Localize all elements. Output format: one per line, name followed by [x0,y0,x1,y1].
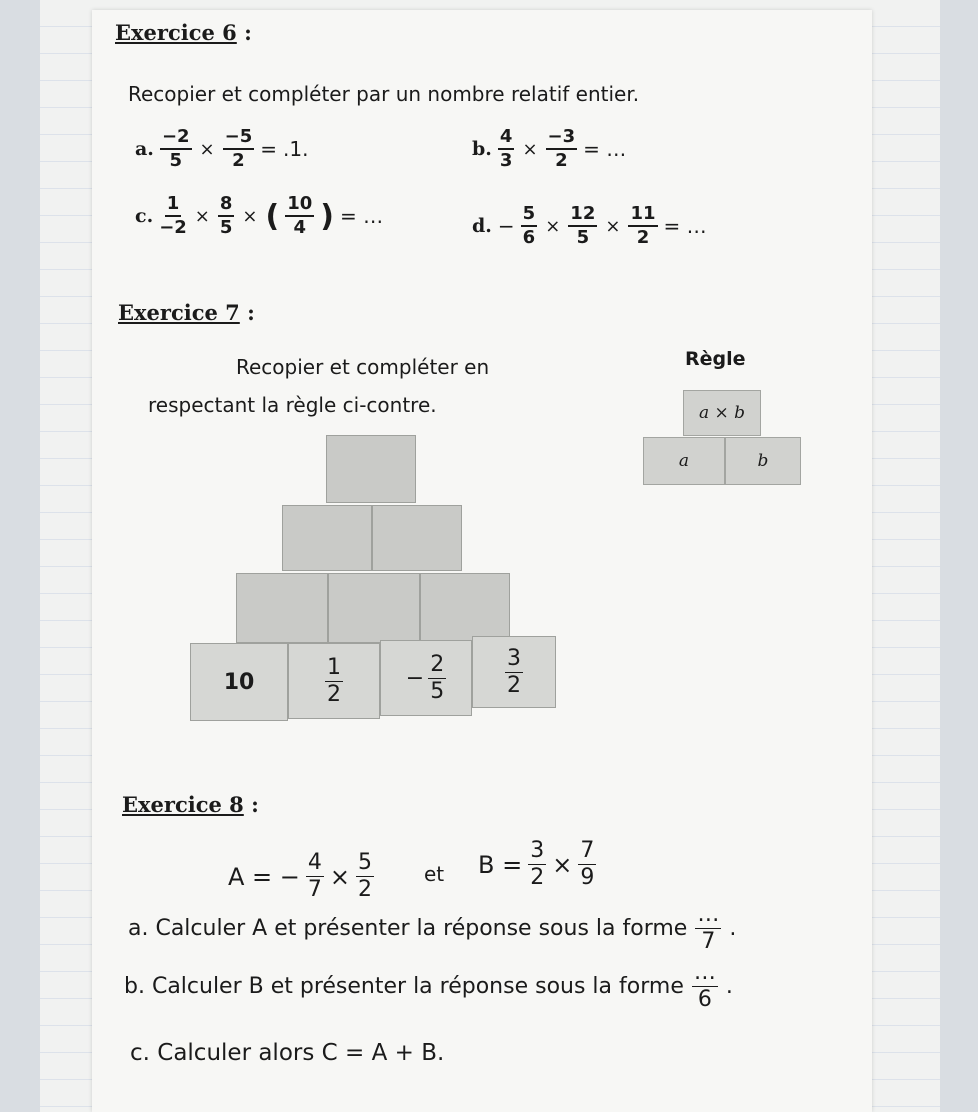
fraction: $\frac{1}{-2}$ [159,193,187,238]
fraction: $\frac{4}{3}$ [499,126,513,171]
fraction: $\frac{12}{5}$ [570,203,596,248]
ex7-title: Exercice 7 : [118,300,255,325]
pyramid-brick-row3-1 [236,573,328,643]
item-label: a. [135,138,154,160]
ex8-expression-A: A = − $\frac{4}{7}$ × $\frac{5}{2}$ [228,850,373,902]
fraction: $\frac{-3}{2}$ [547,126,576,171]
minus-sign: − [497,214,515,238]
ex8-question-c: c. Calculer alors C = A + B. [130,1040,445,1066]
fraction: $\frac{\dots}{6}$ [693,960,716,1012]
rule-brick-b: b [725,437,801,485]
ex6-item-b: b. $\frac{4}{3}$ × $\frac{-3}{2}$ = … [472,126,627,171]
ex7-instruction-line1: Recopier et compléter en [236,355,490,379]
pyramid-base-brick-2: $\frac{1}{2}$ [288,643,380,719]
ex7-instruction-line2: respectant la règle ci-contre. [148,393,437,417]
ex8-title: Exercice 8 : [122,792,259,817]
equals: = … [663,214,707,238]
fraction: $\frac{11}{2}$ [630,203,656,248]
ex8-question-a: a. Calculer A et présenter la réponse sous la forme $\frac{\dots}{7}$ . [128,902,737,954]
ex6-instruction: Recopier et compléter par un nombre relatif entier. [128,82,640,106]
pyramid-brick-row2-1 [282,505,372,571]
pyramid-brick-row3-2 [328,573,420,643]
item-label: c. [135,205,154,227]
fraction: $\frac{8}{5}$ [219,193,233,238]
fraction: $\frac{5}{6}$ [522,203,536,248]
A-lhs: A = − [228,862,300,891]
pyramid-brick-row2-2 [372,505,462,571]
equals: = … [340,204,384,228]
B-lhs: B = [478,850,523,879]
ex8-expression-B: B = $\frac{3}{2}$ × $\frac{7}{9}$ [478,838,595,890]
pyramid-base-brick-1: 10 [190,643,288,721]
pyramid-base-brick-3: − $\frac{2}{5}$ [380,640,472,716]
rule-top-brick: a × b [683,390,761,436]
pyramid-brick-top [326,435,416,503]
fraction: $\frac{4}{7}$ [307,850,322,902]
fraction: $\frac{5}{2}$ [358,850,373,902]
equals: = [260,137,278,161]
rule-title: Règle [685,348,746,370]
equals: = … [583,137,627,161]
ex8-et: et [424,862,445,886]
pyramid-brick-row3-3 [420,573,510,643]
ex6-item-c: c. $\frac{1}{-2}$ × $\frac{8}{5}$ × ( $\frac{10}{4}$ ) = … [135,193,384,238]
item-label: d. [472,215,492,237]
fraction: $\frac{\dots}{7}$ [697,902,720,954]
fraction: $\frac{-2}{5}$ [161,126,190,171]
fraction: $\frac{-5}{2}$ [224,126,253,171]
fraction: $\frac{10}{4}$ [287,193,313,238]
ex6-item-a: a. $\frac{-2}{5}$ × $\frac{-5}{2}$ = .1. [135,126,309,171]
ex6-title: Exercice 6 : [115,20,252,45]
rule-brick-a: a [643,437,725,485]
fraction: $\frac{7}{9}$ [580,838,595,890]
handwritten-answer: .1. [283,137,309,161]
pyramid-base-brick-4: $\frac{3}{2}$ [472,636,556,708]
ex6-item-d: d. − $\frac{5}{6}$ × $\frac{12}{5}$ × $\frac{11}{2}$ = … [472,203,707,248]
ex8-question-b: b. Calculer B et présenter la réponse sous la forme $\frac{\dots}{6}$ . [124,960,733,1012]
item-label: b. [472,138,492,160]
fraction: $\frac{3}{2}$ [530,838,545,890]
